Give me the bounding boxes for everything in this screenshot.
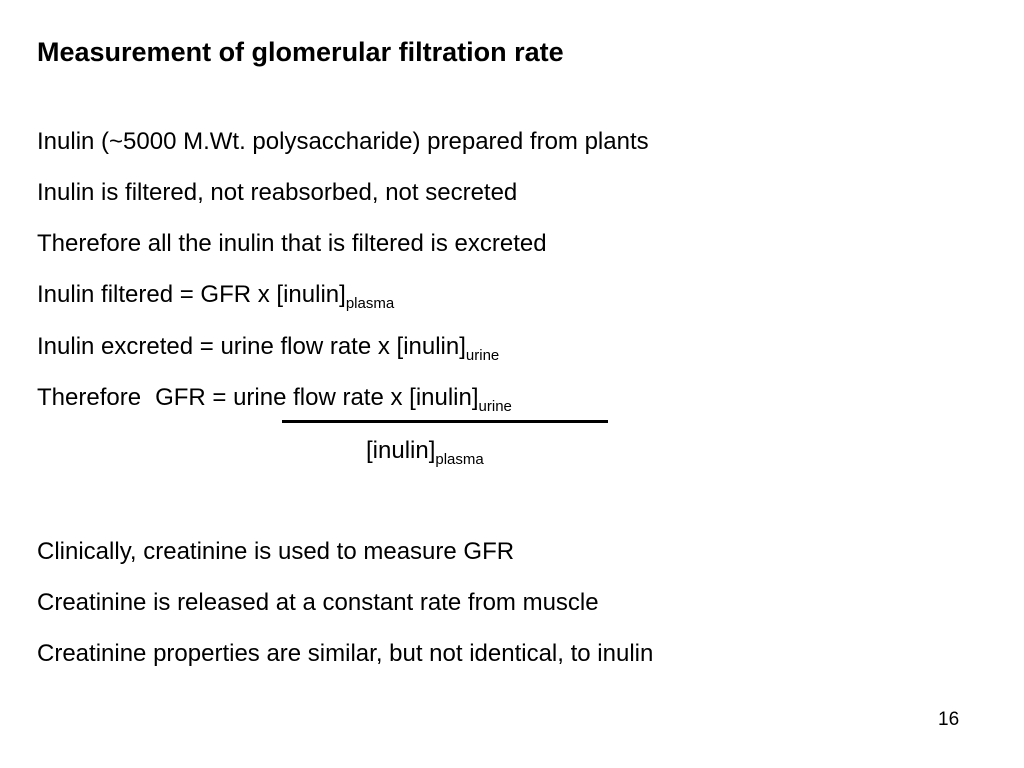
clinical-line-2: Creatinine is released at a constant rate from muscle <box>37 589 599 616</box>
excreted-equation-text: Inulin excreted = urine flow rate x [inulin] <box>37 333 466 360</box>
gfr-equation <box>37 384 512 414</box>
fraction-bar <box>282 420 608 423</box>
gfr-equation-denominator-subscript: plasma <box>435 451 484 468</box>
slide-title: Measurement of glomerular filtration rate <box>37 37 564 67</box>
bullet-line-1: Inulin (~5000 M.Wt. polysaccharide) prepared from plants <box>37 128 649 155</box>
gfr-equation-denominator <box>366 437 484 467</box>
excreted-equation-subscript: urine <box>465 347 500 364</box>
filtered-equation-text: Inulin filtered = GFR x [inulin] <box>37 281 346 308</box>
gfr-equation-numerator: urine flow rate x [inulin] <box>233 384 479 411</box>
gfr-equation-denominator-text: [inulin] <box>366 437 436 464</box>
bullet-line-3: Therefore all the inulin that is filtered is excreted <box>37 230 547 257</box>
bullet-line-2: Inulin is filtered, not reabsorbed, not secreted <box>37 179 518 206</box>
clinical-line-1: Clinically, creatinine is used to measure GFR <box>37 538 515 565</box>
gfr-equation-lhs: GFR = <box>155 384 234 411</box>
clinical-line-3: Creatinine properties are similar, but not identical, to inulin <box>37 640 654 667</box>
page-number: 16 <box>938 709 960 730</box>
filtered-equation <box>37 281 394 311</box>
excreted-equation <box>37 333 499 363</box>
gfr-equation-prefix: Therefore <box>37 384 142 411</box>
filtered-equation-subscript: plasma <box>345 295 395 312</box>
gfr-equation-numerator-subscript: urine <box>478 398 512 415</box>
